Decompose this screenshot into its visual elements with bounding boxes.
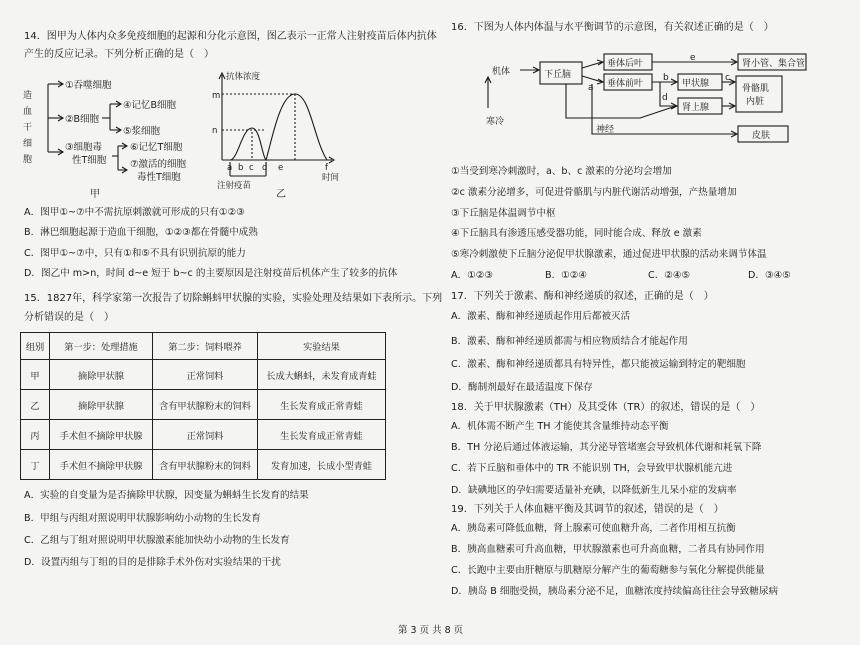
table-row [21,450,386,480]
q15-option-d: D．设置丙组与丁组的目的是排除手术外伤对实验结果的干扰 [24,557,281,568]
page-footer: 第 3 页 共 8 页 [398,625,464,636]
q15-option-c: C．乙组与丁组对照说明甲状腺激素能加快幼小动物的生长发育 [24,535,290,546]
q16-statement-3: ③下丘脑是体温调节中枢 [451,208,556,219]
label-skin: 皮肤 [752,131,771,141]
table-row [21,420,386,450]
table-header: 第一步：处理措施 [50,333,153,360]
table-cell: 摘除甲状腺 [50,390,153,420]
q16-option-c: C．②④⑤ [648,270,691,281]
q14-figure-yi [200,70,360,200]
q17-option-b: B．激素、酶和神经递质都需与相应物质结合才能起作用 [451,336,688,347]
letter-b: b [663,73,669,83]
fig-yi-ylabel: 抗体浓度 [226,72,261,82]
tick-e: e [278,163,284,173]
q14-option-c: C．图甲①~⑦中，只有①和⑤不具有识别抗原的能力 [24,248,246,259]
q14-option-b: B．淋巴细胞起源于造血干细胞，①②③都在骨髓中成熟 [24,227,258,238]
table-cell: 含有甲状腺粉末的饲料 [153,390,258,420]
table-cell: 正常饲料 [153,360,258,390]
label-kidney-tubule: 肾小管、集合管 [742,59,806,69]
table-cell: 生长发育成正常青蛙 [258,420,386,450]
q19-option-c: C．长跑中主要由肝糖原与肌糖原分解产生的葡萄糖参与氧化分解提供能量 [451,565,765,576]
table-cell: 丁 [21,450,50,480]
q14-option-d: D．图乙中 m>n，时间 d~e 短于 b~c 的主要原因是注射疫苗后机体产生了较多的抗体 [24,268,398,279]
q14-figure-jia [20,70,220,200]
table-header: 组别 [21,333,50,360]
q14-stem-line2: 产生的反应记录。下列分析正确的是（ ） [24,49,214,60]
q19-option-b: B．胰高血糖素可升高血糖，甲状腺激素也可升高血糖，二者具有协同作用 [451,544,765,555]
hsc-char-3: 干 [23,123,33,133]
q17-stem: 17．下列关于激素、酶和神经递质的叙述，正确的是（ ） [451,291,714,302]
q16-statement-1: ①当受到寒冷刺激时，a、b、c 激素的分泌均会增加 [451,166,672,177]
label-hypothalamus: 下丘脑 [544,70,572,80]
node-active-t-line1: ⑦激活的细胞 [130,159,187,170]
table-row [21,360,386,390]
tick-f: f [325,163,328,173]
hsc-char-5: 胞 [23,155,33,165]
label-anterior-pituitary: 垂体前叶 [607,79,644,89]
node-t-cell-line1: ③细胞毒 [65,142,103,153]
tick-m: m [212,91,221,101]
node-memory-t: ⑥记忆T细胞 [130,142,183,153]
label-nerve: 神经 [596,125,615,135]
table-cell: 含有甲状腺粉末的饲料 [153,450,258,480]
q18-stem: 18．关于甲状腺激素（TH）及其受体（TR）的叙述，错误的是（ ） [451,402,761,413]
injection-label: 注射疫苗 [217,181,252,191]
table-cell: 乙 [21,390,50,420]
fig-yi-caption: 乙 [276,189,286,200]
table-header: 实验结果 [258,333,386,360]
tick-b: b [238,163,244,173]
fig-yi-xlabel: 时间 [322,173,340,183]
q15-option-a: A．实验的自变量为是否摘除甲状腺，因变量为蝌蚪生长发育的结果 [24,490,309,501]
antibody-curve [230,94,327,160]
label-cold: 寒冷 [486,117,505,127]
q15-option-b: B．甲组与丙组对照说明甲状腺影响幼小动物的生长发育 [24,513,261,524]
label-adrenal: 肾上腺 [682,103,710,113]
q16-option-b: B．①②④ [545,270,587,281]
label-posterior-pituitary: 垂体后叶 [607,59,644,69]
q19-stem: 19．下列关于人体血糖平衡及其调节的叙述，错误的是（ ） [451,504,724,515]
tick-a: a [227,163,233,173]
table-cell: 丙 [21,420,50,450]
q16-statement-2: ②c 激素分泌增多，可促进骨骼肌与内脏代谢活动增强，产热量增加 [451,187,737,198]
q15-stem-line2: 分析错误的是（ ） [24,312,114,323]
letter-e: e [690,53,696,63]
table-cell: 长成大蝌蚪，未发育成青蛙 [258,360,386,390]
node-b-cell: ②B细胞 [65,114,100,125]
q16-stem: 16．下图为人体内体温与水平衡调节的示意图，有关叙述正确的是（ ） [451,22,774,33]
table-header-row [21,333,386,360]
letter-a: a [588,83,594,93]
label-thyroid: 甲状腺 [682,79,710,89]
q19-option-d: D．胰岛 B 细胞受损，胰岛素分泌不足，血糖浓度持续偏高往往会导致糖尿病 [451,586,779,597]
q18-option-c: C．若下丘脑和垂体中的 TR 不能识别 TH，会导致甲状腺机能亢进 [451,463,733,474]
hsc-char-1: 造 [23,91,33,101]
table-cell: 生长发育成正常青蛙 [258,390,386,420]
q18-option-a: A．机体需不断产生 TH 才能使其含量维持动态平衡 [451,421,669,432]
letter-d: d [662,93,668,103]
q16-option-a: A．①②③ [451,270,493,281]
q14-stem-line1: 14．图甲为人体内众多免疫细胞的起源和分化示意图，图乙表示一正常人注射疫苗后体内抗体 [24,31,437,42]
q16-option-d: D．③④⑤ [748,270,791,281]
tick-d: d [262,163,268,173]
table-cell: 甲 [21,360,50,390]
q18-option-d: D．缺碘地区的孕妇需要适量补充碘，以降低新生儿呆小症的发病率 [451,485,737,496]
fig-jia-caption: 甲 [90,189,100,200]
hsc-char-2: 血 [23,107,33,117]
label-jiti: 机体 [492,67,511,77]
q17-option-a: A．激素、酶和神经递质起作用后都被灭活 [451,311,631,322]
tick-n: n [212,126,218,136]
q17-option-d: D．酶制剂最好在最适温度下保存 [451,382,593,393]
node-t-cell-line2: 性T细胞 [72,155,107,166]
table-header: 第二步：饲料喂养 [153,333,258,360]
table-cell: 正常饲料 [153,420,258,450]
label-muscle-line1: 骨骼肌 [742,84,770,94]
letter-c: c [725,73,730,83]
q15-stem-line1: 15．1827年，科学家第一次报告了切除蝌蚪甲状腺的实验，实验处理及结果如下表所示。下列 [24,293,443,304]
hsc-char-4: 细 [23,139,33,149]
node-phagocyte: ①吞噬细胞 [65,80,112,91]
node-memory-b: ④记忆B细胞 [123,100,177,111]
q17-option-c: C．激素、酶和神经递质都具有特异性，都只能被运输到特定的靶细胞 [451,359,746,370]
q16-diagram [480,46,810,148]
table-cell: 手术但不摘除甲状腺 [50,420,153,450]
q16-statement-5: ⑤寒冷刺激使下丘脑分泌促甲状腺激素，通过促进甲状腺的活动来调节体温 [451,249,767,260]
q16-statement-4: ④下丘脑具有渗透压感受器功能，同时能合成、释放 e 激素 [451,228,702,239]
q18-option-b: B．TH 分泌后通过体液运输，其分泌导管堵塞会导致机体代谢和耗氧下降 [451,442,762,453]
table-cell: 摘除甲状腺 [50,360,153,390]
q14-option-a: A．图甲①~⑦中不需抗原刺激就可形成的只有①②③ [24,207,245,218]
table-cell: 手术但不摘除甲状腺 [50,450,153,480]
table-row [21,390,386,420]
q15-table [20,332,386,480]
node-plasma-cell: ⑤浆细胞 [123,126,161,137]
tick-c: c [249,163,254,173]
q19-option-a: A．胰岛素可降低血糖，肾上腺素可使血糖升高，二者作用相互抗衡 [451,523,736,534]
label-muscle-line2: 内脏 [746,97,765,107]
node-active-t-line2: 毒性T细胞 [137,172,181,183]
table-cell: 发育加速，长成小型青蛙 [258,450,386,480]
